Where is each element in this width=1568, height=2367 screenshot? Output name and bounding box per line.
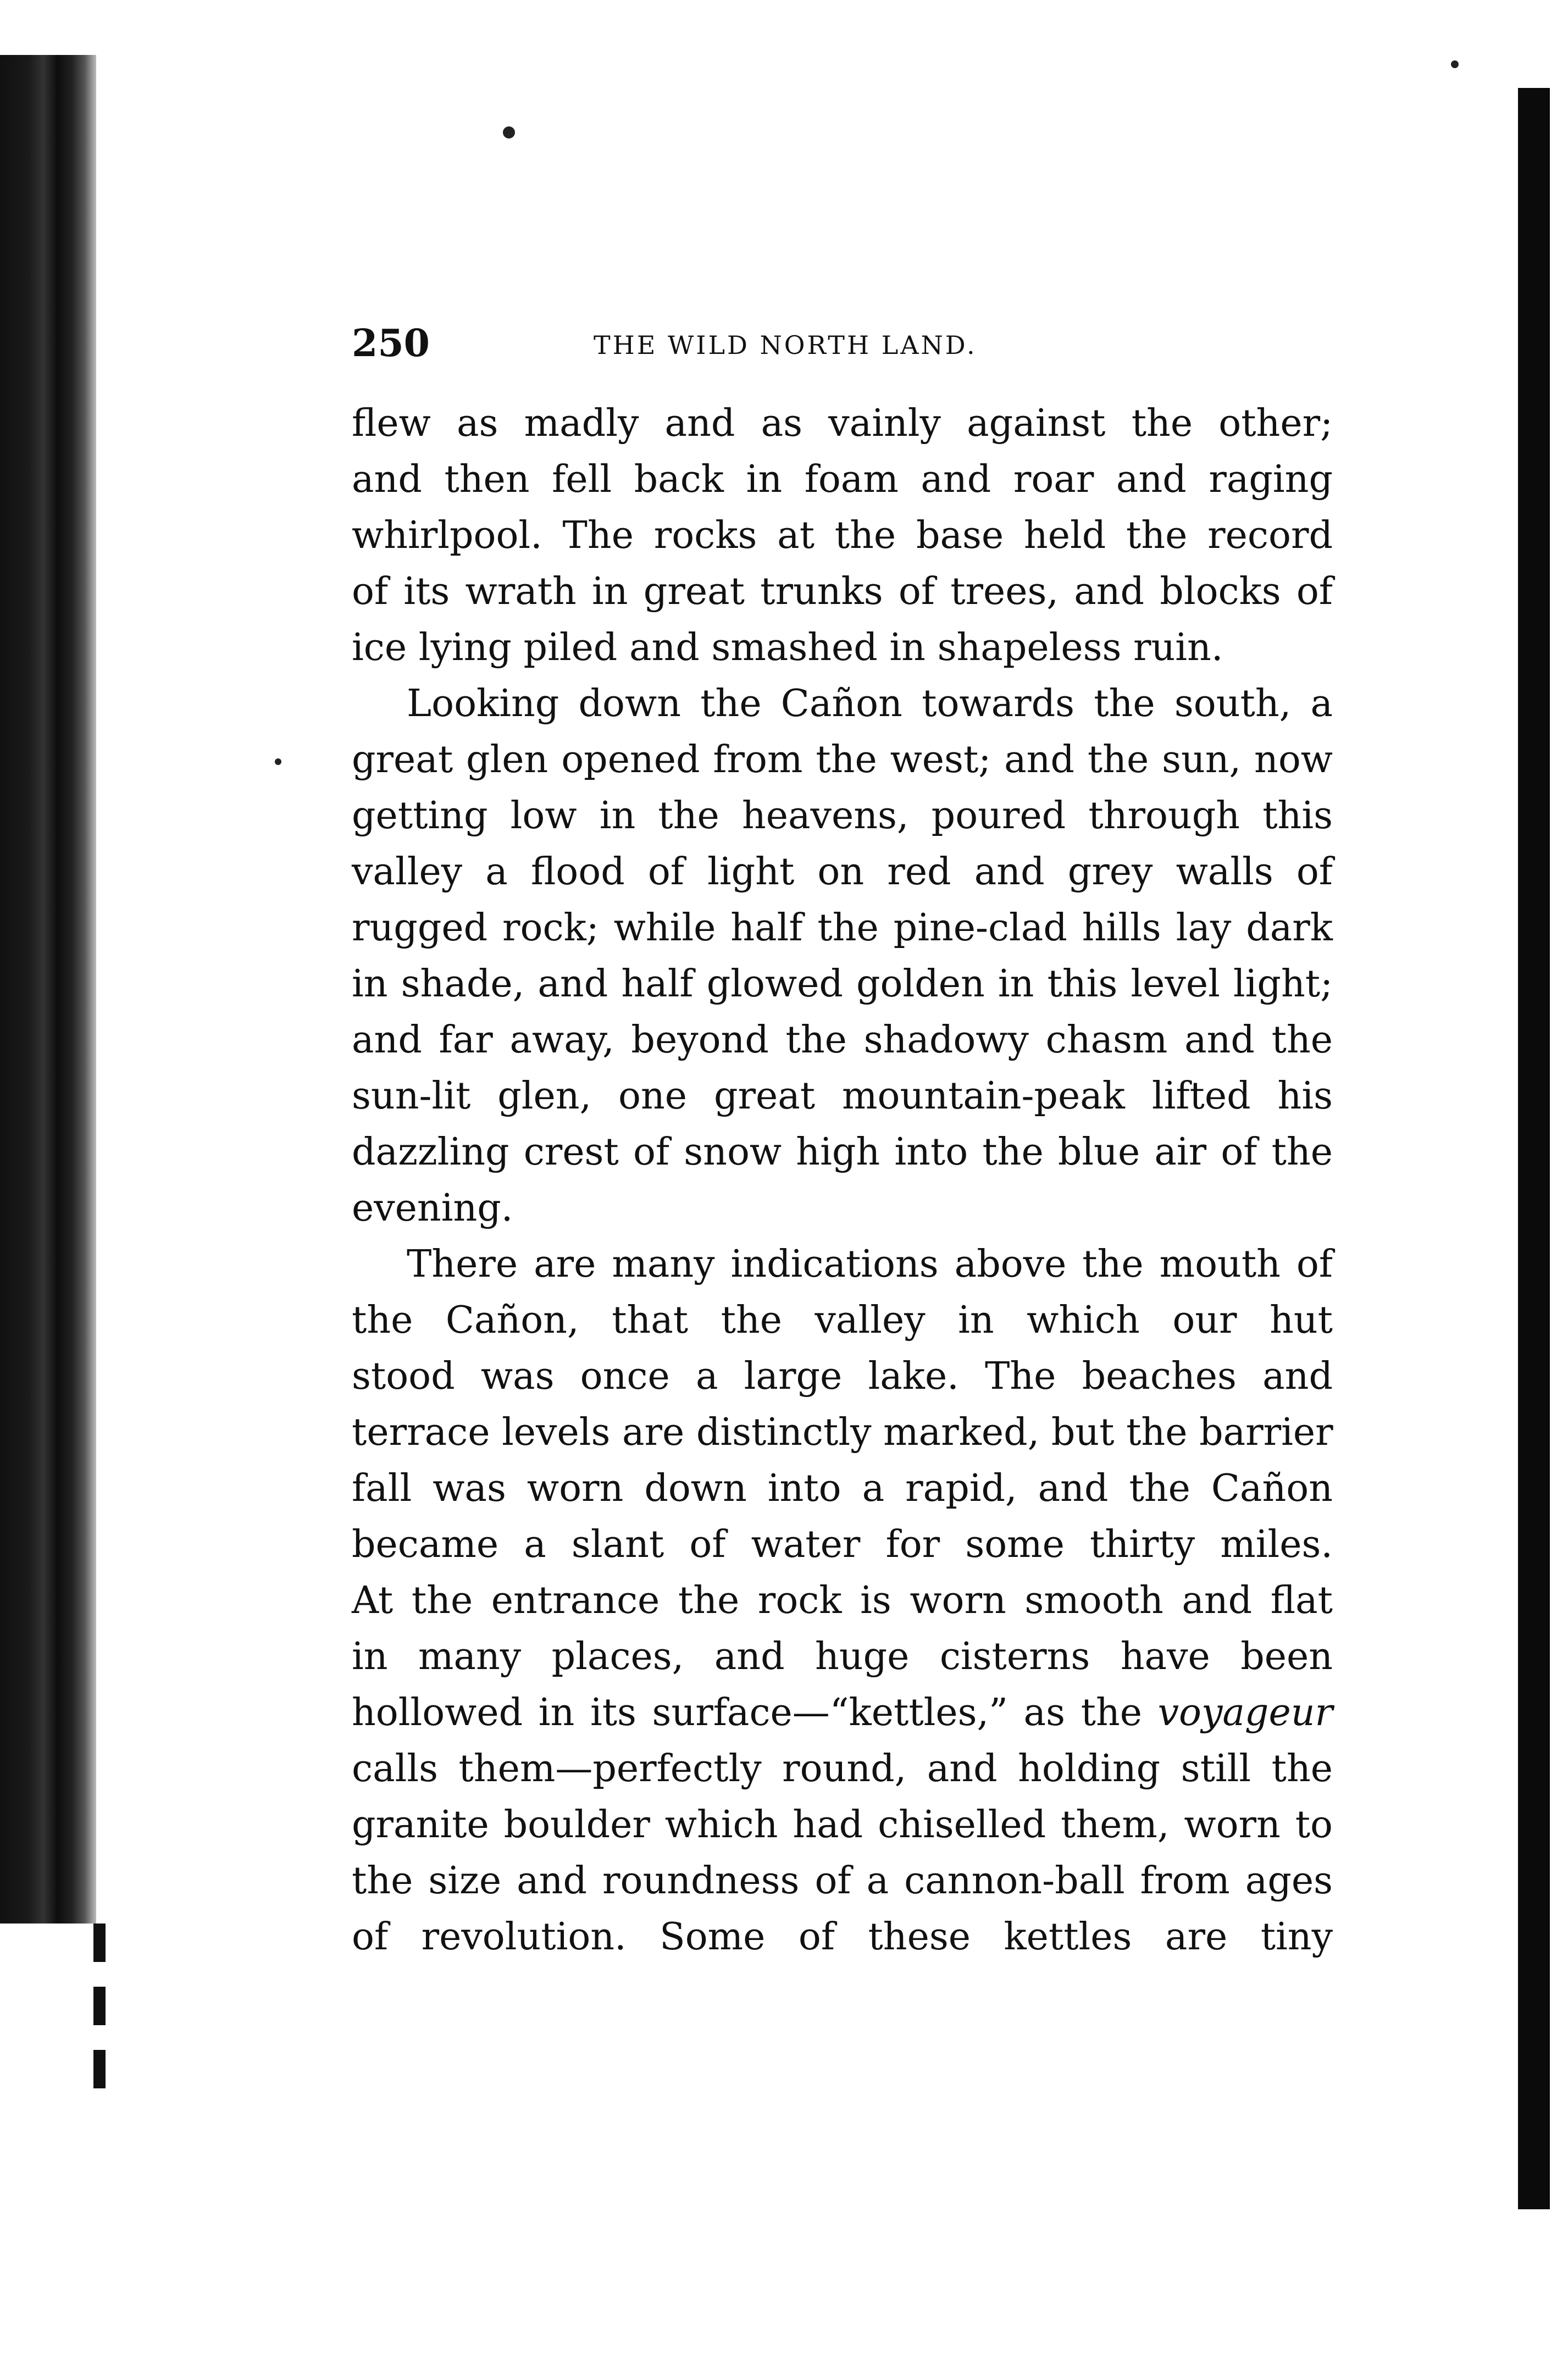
text-line: At the entrance the rock is worn smooth and flat <box>352 1579 1333 1622</box>
paragraph-3 <box>352 1237 1333 1965</box>
text-line: terrace levels are distinctly marked, but the barrier <box>352 1411 1333 1454</box>
scan-speck <box>275 758 281 765</box>
scan-gutter-right <box>1518 88 1550 2209</box>
running-head: THE WILD NORTH LAND. <box>594 330 977 360</box>
text-line: and far away, beyond the shadowy chasm and the <box>352 1018 1333 1062</box>
text-line: granite boulder which had chiselled them, worn to <box>352 1803 1333 1847</box>
text-line: the Cañon, that the valley in which our hut <box>352 1299 1333 1342</box>
text-line-with-italic <box>352 1685 1333 1741</box>
text-line: ice lying piled and smashed in shapeless ruin. <box>352 626 1223 669</box>
text-line: in many places, and huge cisterns have been <box>352 1635 1333 1678</box>
text-line: and then fell back in foam and roar and raging <box>352 458 1333 501</box>
text-line: the size and roundness of a cannon-ball from ages <box>352 1859 1333 1903</box>
paragraph-2 <box>352 676 1333 1237</box>
text-line: evening. <box>352 1187 513 1230</box>
text-line: of revolution. Some of these kettles are tiny <box>352 1915 1333 1959</box>
scan-speck <box>1451 60 1459 68</box>
text-line: in shade, and half glowed golden in this level light; <box>352 962 1333 1006</box>
body-text <box>352 396 1333 1965</box>
scan-gutter-left <box>0 55 96 1923</box>
text-line: calls them—perfectly round, and holding still the <box>352 1747 1333 1791</box>
text-line: became a slant of water for some thirty miles. <box>352 1523 1333 1566</box>
page-header <box>352 321 1341 365</box>
scan-edge-marks <box>93 1923 110 2143</box>
text-line: rugged rock; while half the pine-clad hills lay dark <box>352 906 1333 950</box>
text-line: valley a flood of light on red and grey walls of <box>352 850 1333 894</box>
text-line: getting low in the heavens, poured through this <box>352 794 1333 838</box>
italic-word: voyageur <box>1157 1691 1333 1734</box>
scan-speck <box>503 126 515 138</box>
text-line: fall was worn down into a rapid, and the Cañon <box>352 1467 1333 1510</box>
text-segment: hollowed in its surface—“kettles,” as the <box>352 1691 1158 1734</box>
text-line: dazzling crest of snow high into the blue air of the <box>352 1130 1333 1174</box>
text-line: great glen opened from the west; and the sun, now <box>352 738 1333 781</box>
text-line: flew as madly and as vainly against the other; <box>352 402 1333 445</box>
text-line: stood was once a large lake. The beaches and <box>352 1355 1333 1398</box>
text-line: of its wrath in great trunks of trees, and blocks of <box>352 570 1333 613</box>
paragraph-1 <box>352 396 1333 676</box>
page-number: 250 <box>352 321 430 365</box>
text-line: whirlpool. The rocks at the base held the record <box>352 514 1333 557</box>
text-line: Looking down the Cañon towards the south, a <box>407 682 1333 725</box>
text-line: sun-lit glen, one great mountain-peak lifted his <box>352 1074 1333 1118</box>
text-line: There are many indications above the mouth of <box>407 1243 1333 1286</box>
